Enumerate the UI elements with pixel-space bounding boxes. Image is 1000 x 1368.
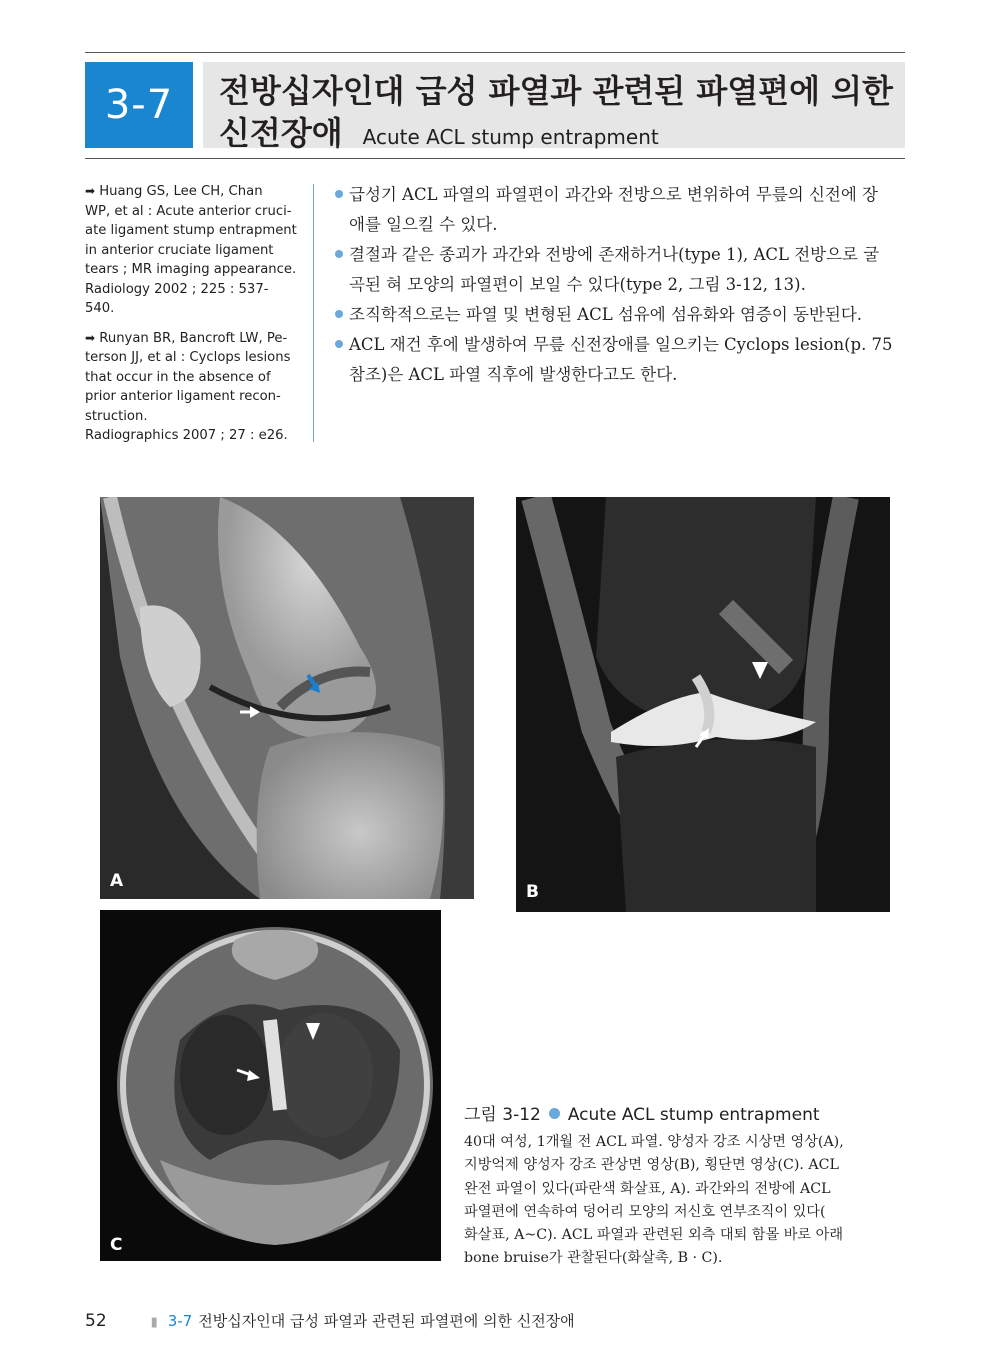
section-title-en: Acute ACL stump entrapment	[362, 125, 659, 149]
bullet-item: ACL 재건 후에 발생하여 무릎 신전장애를 일으키는 Cyclops lesion(p. 75 참조)은 ACL 파열 직후에 발생한다고도 한다.	[335, 330, 907, 390]
bullet-dot-icon	[335, 250, 343, 258]
bullet-item: 조직학적으로는 파열 및 변형된 ACL 섬유에 섬유화와 염증이 동반된다.	[335, 300, 907, 330]
section-title-ko: 신전장애	[219, 114, 343, 152]
bullet-dot-icon	[335, 310, 343, 318]
footer-section-number: 3-7	[167, 1312, 193, 1330]
bullet-dot-icon	[335, 340, 343, 348]
reference-sidebar	[85, 182, 295, 456]
mri-image-b	[516, 497, 890, 912]
caption-title	[464, 1100, 894, 1125]
mri-sagittal-graphic	[100, 497, 474, 899]
section-title-box	[203, 62, 905, 152]
footer-separator: ▮	[150, 1315, 158, 1330]
caption-fig-title: Acute ACL stump entrapment	[567, 1105, 820, 1125]
image-label-b: B	[526, 882, 539, 902]
page-number: 52	[85, 1311, 107, 1331]
mri-image-a	[100, 497, 474, 899]
caption-dot-icon	[549, 1108, 560, 1119]
reference-item: ➡ Huang GS, Lee CH, Chan WP, et al : Acute anterior cruci- ate ligament stump entrapment in anterior cruciate ligament tears ; MR imaging appearance. Radiology 2002 ; 225 : 537- 540.	[85, 184, 297, 316]
figure-caption	[464, 1100, 894, 1271]
bullet-list	[335, 180, 907, 390]
reference-item: ➡ Runyan BR, Bancroft LW, Pe- terson JJ, et al : Cyclops lesions that occur in the absence of prior anterior ligament recon- struction. Radiographics 2007 ; 27 : e26.	[85, 330, 291, 443]
image-label-c: C	[110, 1235, 123, 1255]
bullet-item: 급성기 ACL 파열의 파열편이 과간와 전방으로 변위하여 무릎의 신전에 장 애를 일으킬 수 있다.	[335, 180, 907, 240]
footer-section-title: 전방십자인대 급성 파열과 관련된 파열편에 의한 신전장애	[198, 1312, 575, 1330]
page-footer	[85, 1310, 905, 1331]
arrow-right-icon: ➡	[85, 330, 96, 345]
caption-body: 40대 여성, 1개월 전 ACL 파열. 양성자 강조 시상면 영상(A), 지방억제 양성자 강조 관상면 영상(B), 횡단면 영상(C). ACL 완전 파열이 있다(파란색 화살표, A). 과간와의 전방에 ACL 파열편에 연속하여 덩어리 모양의 저신호 연부조직이 있다( 화살표, A~C). ACL 파열과 관련된 외측 대퇴 함몰 바로 아래 bone bruise가 관찰된다(화살촉, B · C).	[464, 1134, 844, 1267]
sidebar-divider	[313, 184, 314, 442]
header-top-rule	[85, 52, 905, 53]
caption-fig-number: 그림 3-12	[464, 1105, 541, 1125]
mri-axial-graphic	[100, 910, 441, 1261]
bullet-dot-icon	[335, 190, 343, 198]
header-bottom-rule	[85, 158, 905, 159]
section-title-line1: 전방십자인대 급성 파열과 관련된 파열편에 의한	[219, 72, 893, 110]
mri-coronal-graphic	[516, 497, 890, 912]
arrow-right-icon: ➡	[85, 184, 96, 198]
bullet-item: 결절과 같은 종괴가 과간와 전방에 존재하거나(type 1), ACL 전방으로 굴 곡된 혀 모양의 파열편이 보일 수 있다(type 2, 그림 3-12, 13).	[335, 240, 907, 300]
section-number-box	[85, 62, 193, 148]
section-number: 3-7	[104, 82, 174, 128]
mri-image-c	[100, 910, 441, 1261]
section-title-line2	[219, 108, 659, 154]
image-label-a: A	[110, 871, 124, 891]
